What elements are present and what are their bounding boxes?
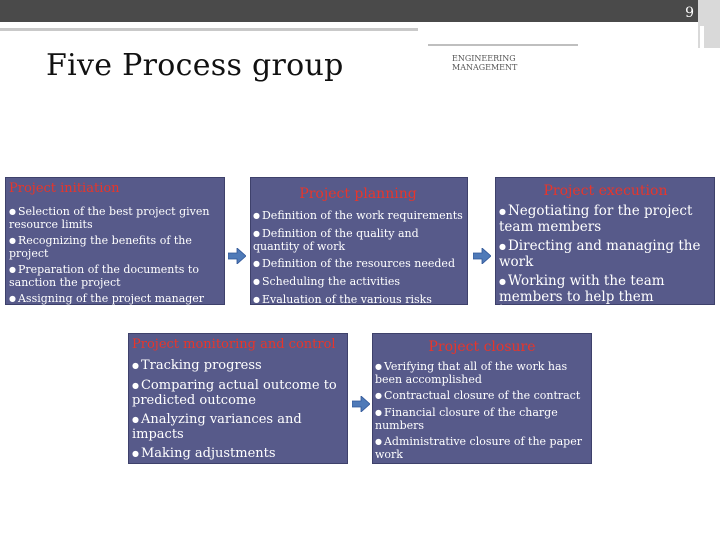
slide-title: Five Process group	[46, 48, 344, 83]
box-heading: Project execution	[543, 183, 668, 199]
list-item: ● Tracking progress	[132, 359, 345, 374]
list-item: ● Evaluation of the various risks	[253, 294, 463, 307]
list-item: ● Recognizing the benefits of the project	[9, 235, 222, 260]
project-execution-box	[495, 177, 715, 319]
bullet-list	[9, 206, 222, 306]
list-item: ● Definition of the work requirements	[253, 210, 463, 223]
header-rule	[0, 28, 418, 31]
top-bar-accent-line	[700, 26, 704, 48]
project-planning-box	[250, 177, 468, 305]
list-item: ● Administrative closure of the paper work	[375, 436, 589, 461]
arrow-right-icon	[352, 396, 370, 412]
project-monitoring-box	[128, 333, 348, 464]
list-item: ● Making adjustments	[132, 447, 345, 462]
top-bar	[0, 0, 720, 22]
list-item: ● Verifying that all of the work has been accomplished	[375, 361, 589, 386]
list-item: ● Definition of the resources needed	[253, 258, 463, 271]
project-initiation-box	[5, 177, 225, 305]
slide-number: 9	[685, 5, 694, 21]
bullet-list	[253, 210, 463, 307]
subtitle-rule	[428, 44, 578, 46]
arrow-right-icon	[473, 248, 491, 264]
list-item: ● Contractual closure of the contract	[375, 390, 589, 403]
list-item: ● Definition of the quality and quantity of work	[253, 228, 463, 253]
list-item: ● Preparation of the documents to sanction the project	[9, 264, 222, 289]
box-heading: Project monitoring and control	[132, 337, 336, 352]
box-heading: Project initiation	[9, 181, 120, 196]
list-item: ● Selection of the best project given resource limits	[9, 206, 222, 231]
bullet-list	[499, 204, 712, 318]
list-item: ● Assigning of the project manager	[9, 293, 222, 306]
box-heading: Project closure	[428, 339, 536, 355]
list-item: ● Comparing actual outcome to predicted outcome	[132, 379, 345, 408]
list-item: ● Working with the team members to help them improve	[499, 274, 712, 318]
slide-subtitle: ENGINEERING MANAGEMENT	[452, 54, 518, 72]
bullet-list	[375, 361, 589, 461]
arrow-right-icon	[228, 248, 246, 264]
bullet-list	[132, 359, 345, 462]
list-item: ● Analyzing variances and impacts	[132, 413, 345, 442]
list-item: ● Negotiating for the project team members	[499, 204, 712, 234]
project-closure-box	[372, 333, 592, 464]
list-item: ● Directing and managing the work	[499, 239, 712, 269]
list-item: ● Scheduling the activities	[253, 276, 463, 289]
box-heading: Project planning	[299, 186, 417, 202]
list-item: ● Financial closure of the charge numbers	[375, 407, 589, 432]
